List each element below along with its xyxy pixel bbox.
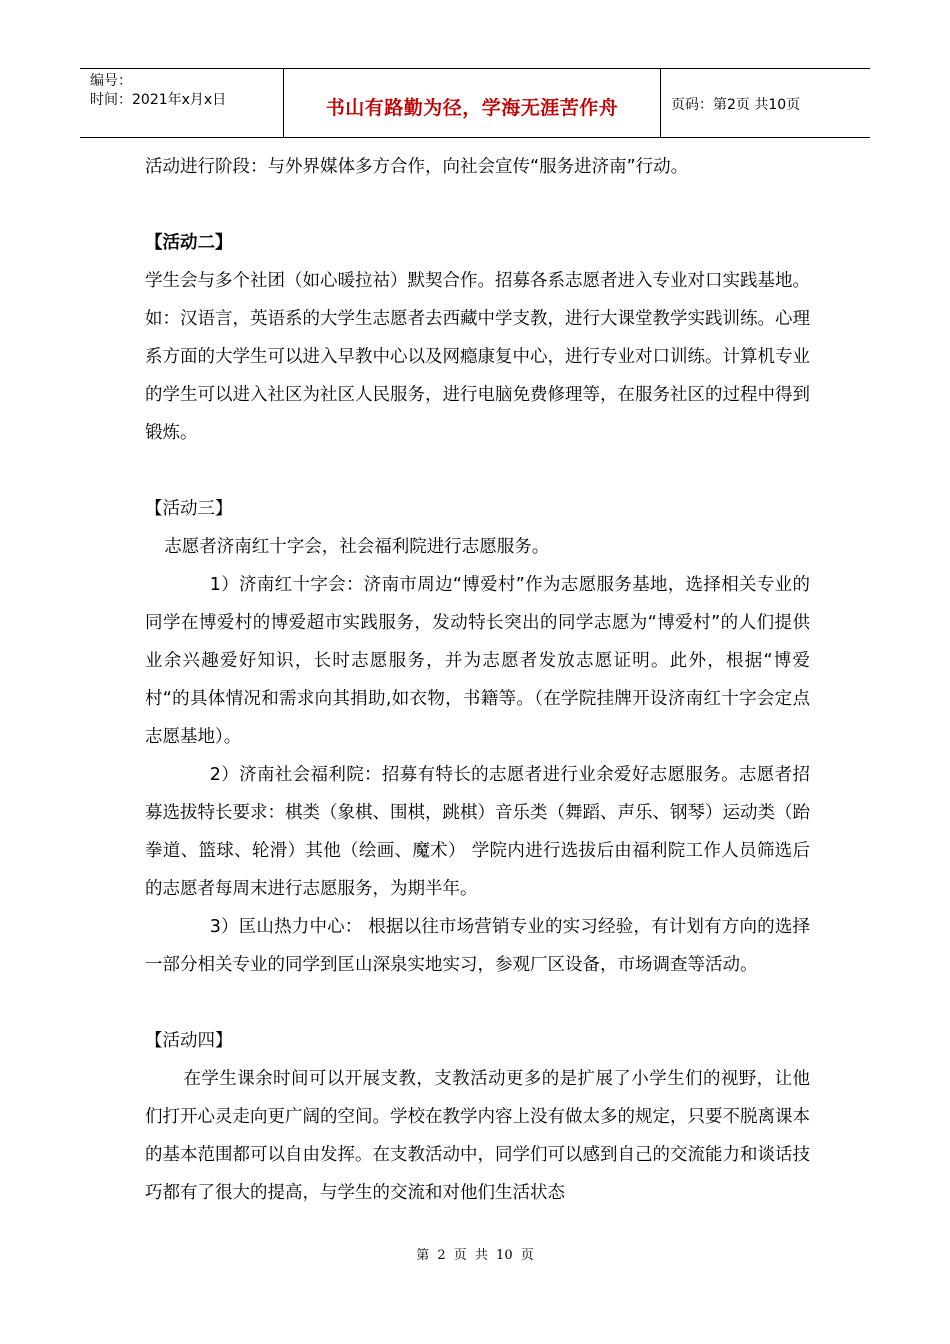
page-footer: 第 2 页 共 10 页: [416, 1248, 534, 1263]
paragraph-activity-2: 学生会与多个社团（如心暖拉祜）默契合作。招募各系志愿者进入专业对口实践基地。如：汉语言，英语系的大学生志愿者去西藏中学支教，进行大课堂教学实践训练。心理系方面的大学生可以进入早教中心以及网瘾康复中心，进行专业对口训练。计算机专业的学生可以进入社区为社区人民服务，进行电脑免费修理等，在服务社区的过程中得到锻炼。: [145, 271, 810, 443]
page-indicator: 页码：第2页 共10页: [671, 97, 801, 113]
section-heading-activity-2: 【活动二】: [145, 233, 233, 253]
document-body: [145, 148, 810, 1212]
paragraph-activity-3-item-3: 3）匡山热力中心： 根据以往市场营销专业的实习经验，有计划有方向的选择一部分相关专业的同学到匡山深泉实地实习，参观厂区设备，市场调查等活动。: [145, 917, 810, 975]
page-header-table: [80, 68, 870, 138]
section-heading-activity-3: 【活动三】: [145, 499, 233, 519]
paragraph-intro: 活动进行阶段：与外界媒体多方合作，向社会宣传“服务进济南”行动。: [145, 157, 689, 177]
header-page-cell: [661, 69, 870, 137]
paragraph-activity-4: 在学生课余时间可以开展支教，支教活动更多的是扩展了小学生们的视野，让他们打开心灵走向更广阔的空间。学校在教学内容上没有做太多的规定，只要不脱离课本的基本范围都可以自由发挥。在支教活动中，同学们可以感到自己的交流能力和谈话技巧都有了很大的提高，与学生的交流和对他们生活状态: [145, 1069, 810, 1203]
date-label: 时间：2021年x月x日: [90, 92, 227, 108]
spacer: [145, 452, 810, 490]
motto: 书山有路勤为径，学海无涯苦作舟: [325, 97, 619, 119]
paragraph-activity-3-item-1: 1）济南红十字会：济南市周边“博爱村”作为志愿服务基地，选择相关专业的同学在博爱村的博爱超市实践服务，发动特长突出的同学志愿为“博爱村”的人们提供业余兴趣爱好知识，长时志愿服务，并为志愿者发放志愿证明。此外，根据“博爱村“的具体情况和需求向其捐助,如衣物，书籍等。（在学院挂牌开设济南红十字会定点志愿基地）。: [145, 575, 810, 747]
header-meta-cell: [80, 69, 284, 137]
serial-label: 编号：: [90, 73, 132, 89]
paragraph-activity-3-item-2: 2）济南社会福利院：招募有特长的志愿者进行业余爱好志愿服务。志愿者招募选拔特长要求：棋类（象棋、围棋，跳棋）音乐类（舞蹈、声乐、钢琴）运动类（跆拳道、篮球、轮滑）其他（绘画、魔术） 学院内进行选拔后由福利院工作人员筛选后的志愿者每周末进行志愿服务，为期半年。: [145, 765, 810, 899]
spacer: [145, 186, 810, 224]
header-motto-cell: [284, 69, 661, 137]
paragraph-activity-3-intro: 志愿者济南红十字会，社会福利院进行志愿服务。: [164, 537, 550, 557]
spacer: [145, 984, 810, 1022]
section-heading-activity-4: 【活动四】: [145, 1031, 233, 1051]
